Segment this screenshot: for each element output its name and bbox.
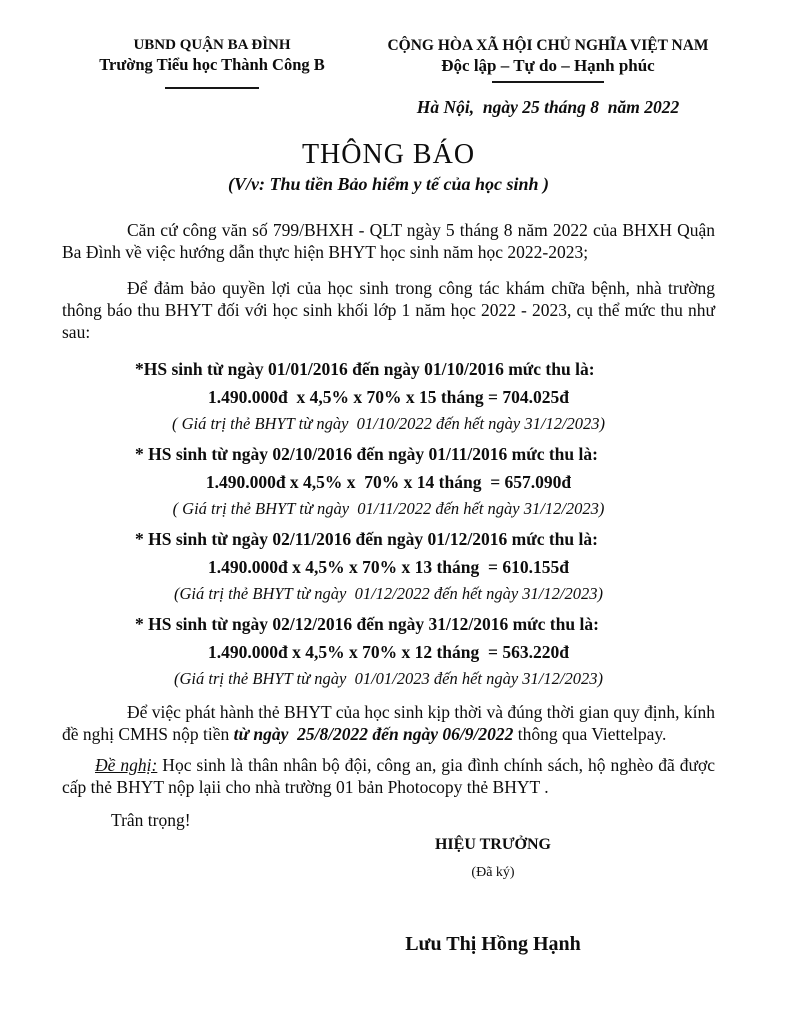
payment-text-before: Để việc phát hành thẻ BHYT của học sinh kịp thời và đúng thời gian quy định, kính đề nghị CMHS nộp tiền: [62, 702, 720, 744]
fee-formula: 1.490.000đ x 4,5% x 70% x 13 tháng = 610.155đ: [208, 557, 569, 577]
paragraph-legal-basis: Căn cứ công văn số 799/BHXH - QLT ngày 5 tháng 8 năm 2022 của BHXH Quận Ba Đình về việc hướng dẫn thực hiện BHYT học sinh năm học 2022-2023;: [62, 220, 720, 262]
fee-heading: * HS sinh từ ngày 02/10/2016 đến ngày 01/11/2016 mức thu là:: [135, 444, 598, 464]
fee-heading: * HS sinh từ ngày 02/12/2016 đến ngày 31/12/2016 mức thu là:: [135, 614, 599, 634]
fee-validity: ( Giá trị thẻ BHYT từ ngày 01/11/2022 đến hết ngày 31/12/2023): [172, 499, 605, 518]
paragraph-purpose: Để đảm bảo quyền lợi của học sinh trong công tác khám chữa bệnh, nhà trường thông báo thu BHYT đối với học sinh khối lớp 1 năm học 2022 - 2023, cụ thể mức thu như sau:: [62, 278, 720, 342]
paragraph-payment-window: [62, 701, 720, 745]
place-dateline: Hà Nội, ngày 25 tháng 8 năm 2022: [416, 97, 680, 117]
header-rule-right: [492, 81, 604, 83]
fee-heading: *HS sinh từ ngày 01/01/2016 đến ngày 01/10/2016 mức thu là:: [135, 359, 595, 379]
fee-heading: * HS sinh từ ngày 02/11/2016 đến ngày 01/12/2016 mức thu là:: [135, 529, 598, 549]
request-text: Học sinh là thân nhân bộ đội, công an, gia đình chính sách, hộ nghèo đã được cấp thẻ BHYT nộp lạii cho nhà trường 01 bản Photocopy thẻ BHYT .: [62, 755, 720, 797]
fee-schedule: [62, 359, 715, 689]
signed-note: (Đã ký): [471, 865, 515, 880]
payment-date-range: từ ngày 25/8/2022 đến ngày 06/9/2022: [233, 724, 514, 744]
signature-block: [343, 835, 643, 956]
fee-block: [62, 529, 715, 604]
fee-block: [62, 444, 715, 519]
request-label: Đề nghị:: [95, 755, 158, 775]
fee-validity: (Giá trị thẻ BHYT từ ngày 01/12/2022 đến hết ngày 31/12/2023): [174, 584, 603, 603]
school-name: Trường Tiểu học Thành Công B: [99, 55, 325, 74]
closing-salutation: Trân trọng!: [111, 810, 191, 830]
header-rule-left: [165, 87, 259, 89]
signer-role: HIỆU TRƯỞNG: [434, 836, 551, 853]
payment-text-after: thông qua Viettelpay.: [513, 724, 667, 744]
issuing-authority: UBND QUẬN BA ĐÌNH: [133, 37, 291, 53]
fee-formula: 1.490.000đ x 4,5% x 70% x 14 tháng = 657.090đ: [205, 472, 572, 492]
national-header-block: [381, 36, 715, 118]
national-motto: Độc lập – Tự do – Hạnh phúc: [441, 56, 655, 75]
fee-validity: ( Giá trị thẻ BHYT từ ngày 01/10/2022 đến hết ngày 31/12/2023): [171, 414, 606, 433]
paragraph-request: [62, 754, 720, 798]
national-title: CỘNG HÒA XÃ HỘI CHỦ NGHĨA VIỆT NAM: [387, 37, 709, 54]
fee-formula: 1.490.000đ x 4,5% x 70% x 12 tháng = 563.220đ: [208, 642, 569, 662]
document-header: [62, 36, 715, 118]
fee-validity: (Giá trị thẻ BHYT từ ngày 01/01/2023 đến hết ngày 31/12/2023): [174, 669, 603, 688]
signer-name: Lưu Thị Hồng Hạnh: [405, 933, 581, 955]
issuing-authority-block: [62, 36, 362, 89]
document-subtitle: (V/v: Thu tiền Bảo hiểm y tế của học sinh ): [227, 174, 549, 194]
fee-block: [62, 359, 715, 434]
fee-block: [62, 614, 715, 689]
document-title: THÔNG BÁO: [301, 139, 476, 170]
fee-formula: 1.490.000đ x 4,5% x 70% x 15 tháng = 704.025đ: [208, 387, 569, 407]
